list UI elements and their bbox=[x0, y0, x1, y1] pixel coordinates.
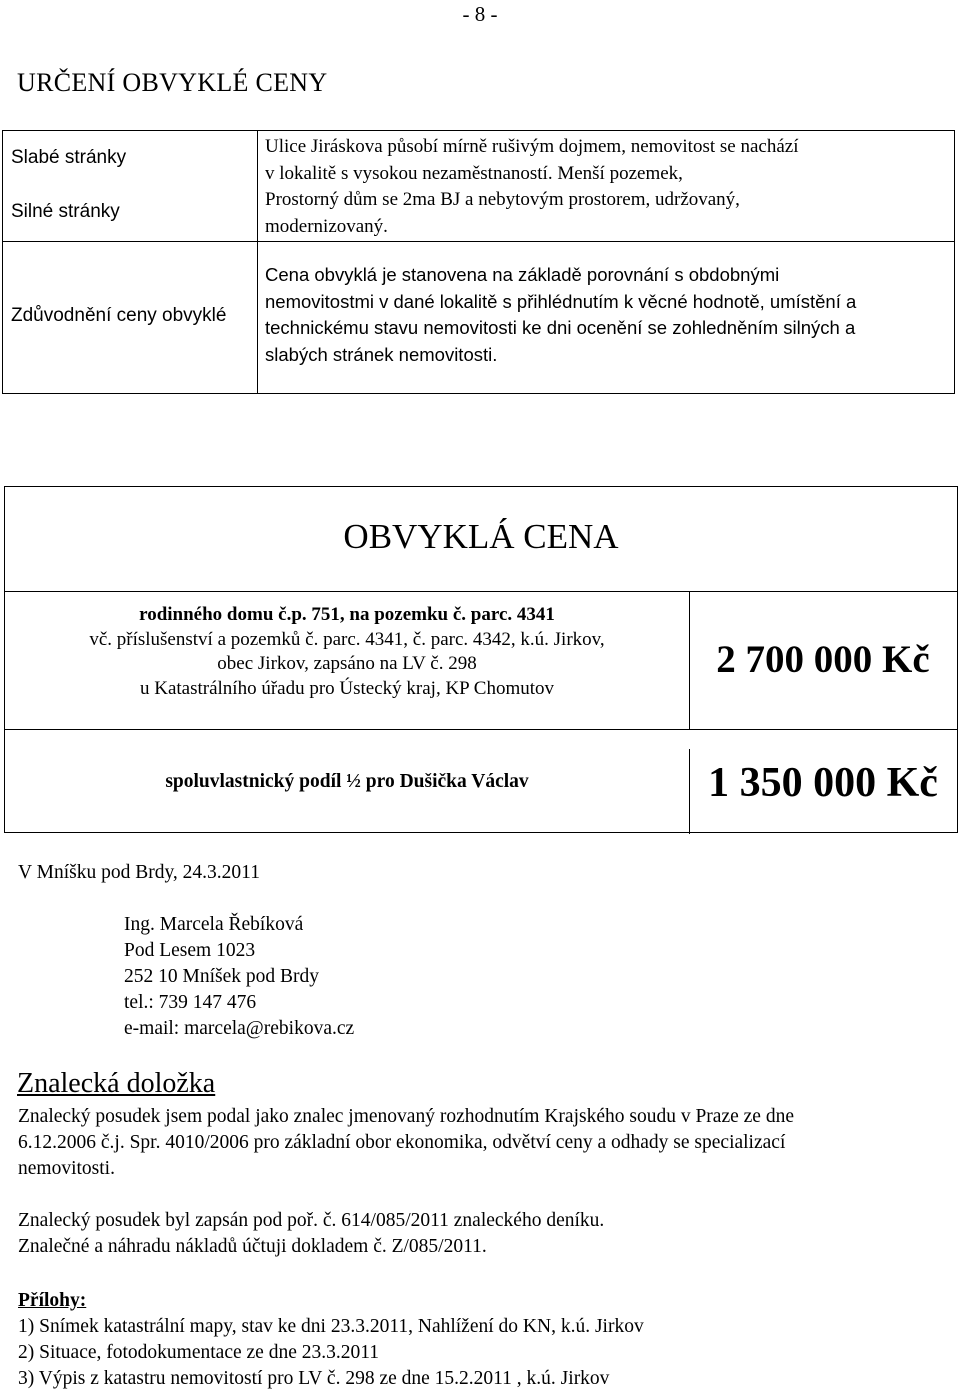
table-divider bbox=[5, 591, 957, 592]
text-line: Ulice Jiráskova působí mírně rušivým dojmem, nemovitost se nachází bbox=[265, 136, 799, 157]
text-line: 6.12.2006 č.j. Spr. 4010/2006 pro základní obor ekonomika, odvětví ceny a odhady se specializací bbox=[18, 1132, 786, 1153]
text-line: Cena obvyklá je stanovena na základě porovnání s obdobnými bbox=[265, 264, 780, 285]
weak-points-label: Slabé stránky bbox=[11, 147, 127, 168]
list-item: 2) Situace, fotodokumentace ze dne 23.3.2011 bbox=[18, 1342, 379, 1363]
list-item: 3) Výpis z katastru nemovitostí pro LV č. 298 ze dne 15.2.2011 , k.ú. Jirkov bbox=[18, 1368, 610, 1389]
author-name: Ing. Marcela Řebíková bbox=[124, 914, 304, 935]
weak-strong-text bbox=[265, 134, 955, 240]
text-line: Znalečné a náhradu nákladů účtuji dokladem č. Z/085/2011. bbox=[18, 1236, 487, 1257]
price-box bbox=[4, 486, 958, 833]
share-price: 1 350 000 Kč bbox=[708, 760, 938, 806]
author-city: 252 10 Mníšek pod Brdy bbox=[124, 966, 319, 987]
price-box-title: OBVYKLÁ CENA bbox=[343, 517, 619, 556]
clause-paragraph-1 bbox=[18, 1104, 948, 1182]
share-label: spoluvlastnický podíl ½ pro Dušička Václav bbox=[165, 771, 529, 792]
property-line: u Katastrálního úřadu pro Ústecký kraj, KP Chomutov bbox=[139, 677, 555, 699]
property-line: obec Jirkov, zapsáno na LV č. 298 bbox=[217, 653, 477, 674]
strong-points-label: Silné stránky bbox=[11, 201, 120, 222]
place-date: V Mníšku pod Brdy, 24.3.2011 bbox=[18, 862, 260, 883]
justification-label: Zdůvodnění ceny obvyklé bbox=[11, 305, 227, 326]
property-description bbox=[5, 603, 689, 701]
property-line: rodinného domu č.p. 751, na pozemku č. parc. 4341 bbox=[139, 604, 555, 625]
assessment-table bbox=[2, 130, 955, 394]
text-line: v lokalitě s vysokou nezaměstnaností. Menší pozemek, bbox=[265, 162, 683, 184]
page-number: - 8 - bbox=[462, 2, 498, 26]
text-line: Znalecký posudek byl zapsán pod poř. č. 614/085/2011 znaleckého deníku. bbox=[18, 1210, 605, 1231]
justification-text bbox=[265, 262, 955, 368]
section-title: URČENÍ OBVYKLÉ CENY bbox=[17, 68, 328, 97]
table-divider bbox=[257, 131, 258, 393]
list-item: 1) Snímek katastrální mapy, stav ke dni 23.3.2011, Nahlížení do KN, k.ú. Jirkov bbox=[18, 1316, 644, 1337]
attachments-heading: Přílohy: bbox=[18, 1290, 87, 1311]
text-line: nemovitostmi v dané lokalitě s přihlédnutím k věcné hodnotě, umístění a bbox=[265, 290, 857, 312]
table-divider bbox=[3, 241, 954, 242]
text-line: Znalecký posudek jsem podal jako znalec jmenovaný rozhodnutím Krajského soudu v Praze ze dne bbox=[18, 1106, 794, 1127]
author-street: Pod Lesem 1023 bbox=[124, 940, 256, 961]
property-line: vč. příslušenství a pozemků č. parc. 4341, č. parc. 4342, k.ú. Jirkov, bbox=[89, 628, 605, 650]
text-line: Prostorný dům se 2ma BJ a nebytovým prostorem, udržovaný, bbox=[265, 189, 740, 210]
author-email: e-mail: marcela@rebikova.cz bbox=[124, 1018, 355, 1039]
total-price: 2 700 000 Kč bbox=[716, 638, 930, 681]
text-line: technickému stavu nemovitosti ke dni ocenění se zohledněním silných a bbox=[265, 317, 856, 338]
text-line: nemovitosti. bbox=[18, 1158, 115, 1179]
text-line: modernizovaný. bbox=[265, 215, 388, 237]
table-divider bbox=[5, 729, 957, 730]
clause-paragraph-2 bbox=[18, 1208, 948, 1260]
author-phone: tel.: 739 147 476 bbox=[124, 992, 257, 1013]
clause-heading: Znalecká doložka bbox=[17, 1068, 216, 1099]
author-address bbox=[124, 912, 354, 1042]
text-line: slabých stránek nemovitosti. bbox=[265, 343, 498, 365]
attachments-list bbox=[18, 1314, 644, 1392]
